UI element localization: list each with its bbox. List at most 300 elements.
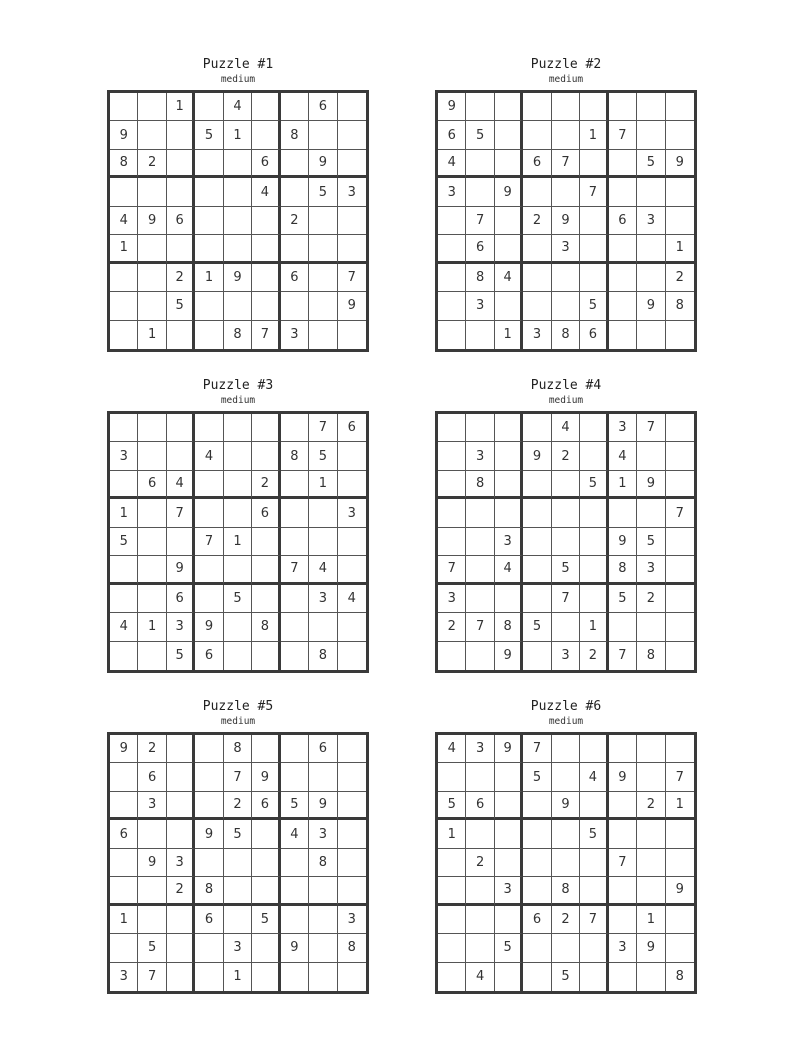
sudoku-cell[interactable] — [466, 93, 494, 121]
sudoku-cell[interactable] — [138, 820, 166, 848]
sudoku-cell[interactable] — [466, 820, 494, 848]
sudoku-cell[interactable]: 3 — [466, 735, 494, 763]
sudoku-cell[interactable] — [637, 763, 665, 791]
sudoku-cell[interactable]: 7 — [252, 321, 280, 349]
sudoku-cell[interactable]: 1 — [167, 93, 195, 121]
sudoku-cell[interactable] — [281, 150, 309, 178]
sudoku-cell[interactable] — [338, 528, 366, 556]
sudoku-cell[interactable] — [552, 528, 580, 556]
sudoku-cell[interactable]: 8 — [552, 877, 580, 905]
sudoku-cell[interactable] — [110, 877, 138, 905]
sudoku-cell[interactable]: 3 — [495, 877, 523, 905]
sudoku-cell[interactable] — [281, 471, 309, 499]
sudoku-cell[interactable] — [523, 792, 551, 820]
sudoku-cell[interactable] — [281, 528, 309, 556]
sudoku-cell[interactable] — [138, 121, 166, 149]
sudoku-cell[interactable] — [523, 585, 551, 613]
sudoku-cell[interactable] — [666, 735, 694, 763]
sudoku-cell[interactable] — [552, 178, 580, 206]
sudoku-cell[interactable] — [167, 906, 195, 934]
sudoku-cell[interactable]: 9 — [609, 528, 637, 556]
sudoku-cell[interactable] — [466, 150, 494, 178]
sudoku-cell[interactable] — [110, 471, 138, 499]
sudoku-cell[interactable] — [552, 93, 580, 121]
sudoku-cell[interactable]: 5 — [580, 471, 608, 499]
sudoku-cell[interactable]: 3 — [338, 906, 366, 934]
sudoku-cell[interactable] — [637, 264, 665, 292]
sudoku-cell[interactable] — [167, 150, 195, 178]
sudoku-cell[interactable] — [666, 906, 694, 934]
sudoku-cell[interactable]: 4 — [609, 442, 637, 470]
sudoku-cell[interactable] — [438, 528, 466, 556]
sudoku-cell[interactable] — [224, 178, 252, 206]
sudoku-cell[interactable]: 5 — [438, 792, 466, 820]
sudoku-cell[interactable]: 5 — [580, 292, 608, 320]
sudoku-cell[interactable] — [466, 321, 494, 349]
sudoku-cell[interactable] — [609, 235, 637, 263]
sudoku-cell[interactable]: 3 — [438, 585, 466, 613]
sudoku-cell[interactable] — [495, 93, 523, 121]
sudoku-cell[interactable]: 2 — [167, 264, 195, 292]
sudoku-cell[interactable] — [580, 735, 608, 763]
sudoku-cell[interactable] — [195, 207, 223, 235]
sudoku-cell[interactable]: 5 — [637, 150, 665, 178]
sudoku-cell[interactable] — [666, 321, 694, 349]
sudoku-cell[interactable]: 7 — [609, 642, 637, 670]
sudoku-cell[interactable] — [523, 235, 551, 263]
sudoku-cell[interactable]: 7 — [580, 178, 608, 206]
sudoku-cell[interactable]: 8 — [224, 735, 252, 763]
sudoku-cell[interactable] — [195, 934, 223, 962]
sudoku-cell[interactable]: 9 — [195, 820, 223, 848]
sudoku-cell[interactable] — [666, 93, 694, 121]
sudoku-cell[interactable] — [110, 849, 138, 877]
sudoku-cell[interactable] — [224, 499, 252, 527]
sudoku-cell[interactable] — [666, 178, 694, 206]
sudoku-cell[interactable]: 3 — [552, 235, 580, 263]
sudoku-cell[interactable] — [138, 414, 166, 442]
sudoku-cell[interactable]: 9 — [252, 763, 280, 791]
sudoku-cell[interactable]: 4 — [224, 93, 252, 121]
sudoku-cell[interactable] — [523, 499, 551, 527]
sudoku-cell[interactable] — [110, 93, 138, 121]
sudoku-cell[interactable] — [552, 292, 580, 320]
sudoku-cell[interactable] — [666, 613, 694, 641]
sudoku-cell[interactable]: 3 — [609, 934, 637, 962]
sudoku-cell[interactable] — [523, 642, 551, 670]
sudoku-cell[interactable]: 3 — [224, 934, 252, 962]
sudoku-cell[interactable]: 2 — [637, 792, 665, 820]
sudoku-cell[interactable] — [281, 414, 309, 442]
sudoku-cell[interactable] — [580, 556, 608, 584]
sudoku-cell[interactable] — [110, 792, 138, 820]
sudoku-cell[interactable]: 8 — [281, 442, 309, 470]
sudoku-cell[interactable]: 7 — [666, 763, 694, 791]
sudoku-cell[interactable] — [138, 264, 166, 292]
sudoku-cell[interactable] — [224, 207, 252, 235]
sudoku-cell[interactable] — [466, 763, 494, 791]
sudoku-cell[interactable] — [438, 207, 466, 235]
sudoku-cell[interactable] — [309, 235, 337, 263]
sudoku-cell[interactable] — [338, 849, 366, 877]
sudoku-cell[interactable] — [495, 585, 523, 613]
sudoku-cell[interactable]: 5 — [224, 820, 252, 848]
sudoku-cell[interactable]: 6 — [309, 93, 337, 121]
sudoku-cell[interactable] — [580, 207, 608, 235]
sudoku-cell[interactable]: 4 — [110, 207, 138, 235]
sudoku-cell[interactable]: 9 — [195, 613, 223, 641]
sudoku-cell[interactable]: 4 — [438, 735, 466, 763]
sudoku-cell[interactable] — [666, 642, 694, 670]
sudoku-cell[interactable]: 3 — [167, 849, 195, 877]
sudoku-cell[interactable]: 2 — [466, 849, 494, 877]
sudoku-cell[interactable]: 7 — [552, 150, 580, 178]
sudoku-cell[interactable] — [438, 849, 466, 877]
sudoku-cell[interactable]: 1 — [110, 235, 138, 263]
sudoku-cell[interactable]: 7 — [523, 735, 551, 763]
sudoku-cell[interactable] — [609, 735, 637, 763]
sudoku-cell[interactable] — [195, 763, 223, 791]
sudoku-cell[interactable] — [195, 414, 223, 442]
sudoku-cell[interactable]: 6 — [438, 121, 466, 149]
sudoku-cell[interactable] — [281, 906, 309, 934]
sudoku-cell[interactable]: 1 — [580, 613, 608, 641]
sudoku-cell[interactable] — [438, 414, 466, 442]
sudoku-cell[interactable] — [552, 849, 580, 877]
sudoku-cell[interactable] — [195, 735, 223, 763]
sudoku-cell[interactable]: 3 — [466, 442, 494, 470]
sudoku-cell[interactable] — [110, 642, 138, 670]
sudoku-cell[interactable]: 1 — [110, 499, 138, 527]
sudoku-cell[interactable]: 2 — [138, 150, 166, 178]
sudoku-cell[interactable] — [309, 963, 337, 991]
sudoku-cell[interactable] — [495, 471, 523, 499]
sudoku-cell[interactable]: 2 — [167, 877, 195, 905]
sudoku-cell[interactable] — [666, 471, 694, 499]
sudoku-cell[interactable] — [637, 735, 665, 763]
sudoku-cell[interactable]: 5 — [309, 442, 337, 470]
sudoku-cell[interactable] — [224, 235, 252, 263]
sudoku-cell[interactable]: 3 — [309, 820, 337, 848]
sudoku-cell[interactable] — [110, 414, 138, 442]
sudoku-cell[interactable] — [167, 820, 195, 848]
sudoku-cell[interactable]: 8 — [552, 321, 580, 349]
sudoku-cell[interactable] — [252, 121, 280, 149]
sudoku-cell[interactable]: 5 — [138, 934, 166, 962]
sudoku-cell[interactable] — [167, 442, 195, 470]
sudoku-cell[interactable]: 9 — [495, 642, 523, 670]
sudoku-cell[interactable]: 4 — [438, 150, 466, 178]
sudoku-cell[interactable] — [580, 528, 608, 556]
sudoku-cell[interactable] — [252, 93, 280, 121]
sudoku-cell[interactable] — [609, 906, 637, 934]
sudoku-cell[interactable]: 7 — [637, 414, 665, 442]
sudoku-cell[interactable] — [523, 963, 551, 991]
sudoku-cell[interactable] — [110, 321, 138, 349]
sudoku-cell[interactable] — [580, 499, 608, 527]
sudoku-cell[interactable]: 6 — [110, 820, 138, 848]
sudoku-cell[interactable] — [523, 471, 551, 499]
sudoku-cell[interactable]: 5 — [110, 528, 138, 556]
sudoku-cell[interactable] — [195, 150, 223, 178]
sudoku-cell[interactable]: 6 — [338, 414, 366, 442]
sudoku-cell[interactable]: 9 — [281, 934, 309, 962]
sudoku-cell[interactable]: 2 — [666, 264, 694, 292]
sudoku-cell[interactable]: 5 — [224, 585, 252, 613]
sudoku-cell[interactable]: 6 — [281, 264, 309, 292]
sudoku-cell[interactable] — [195, 471, 223, 499]
sudoku-cell[interactable] — [138, 178, 166, 206]
sudoku-cell[interactable]: 8 — [466, 264, 494, 292]
sudoku-cell[interactable]: 9 — [552, 792, 580, 820]
sudoku-cell[interactable]: 9 — [138, 207, 166, 235]
sudoku-cell[interactable] — [252, 877, 280, 905]
sudoku-cell[interactable] — [495, 121, 523, 149]
sudoku-cell[interactable] — [523, 528, 551, 556]
sudoku-cell[interactable]: 2 — [580, 642, 608, 670]
sudoku-cell[interactable] — [466, 499, 494, 527]
sudoku-cell[interactable]: 2 — [637, 585, 665, 613]
sudoku-cell[interactable] — [580, 414, 608, 442]
sudoku-cell[interactable] — [438, 906, 466, 934]
sudoku-cell[interactable] — [637, 613, 665, 641]
sudoku-cell[interactable] — [438, 642, 466, 670]
sudoku-cell[interactable] — [495, 414, 523, 442]
sudoku-cell[interactable]: 6 — [466, 235, 494, 263]
sudoku-cell[interactable]: 5 — [281, 792, 309, 820]
sudoku-cell[interactable] — [466, 556, 494, 584]
sudoku-cell[interactable] — [438, 763, 466, 791]
sudoku-cell[interactable] — [666, 556, 694, 584]
sudoku-cell[interactable]: 7 — [195, 528, 223, 556]
sudoku-cell[interactable] — [252, 528, 280, 556]
sudoku-cell[interactable]: 8 — [338, 934, 366, 962]
sudoku-cell[interactable] — [281, 499, 309, 527]
sudoku-cell[interactable]: 8 — [309, 642, 337, 670]
sudoku-cell[interactable]: 5 — [495, 934, 523, 962]
sudoku-cell[interactable]: 6 — [523, 150, 551, 178]
sudoku-cell[interactable] — [195, 792, 223, 820]
sudoku-cell[interactable] — [110, 934, 138, 962]
sudoku-cell[interactable] — [338, 150, 366, 178]
sudoku-cell[interactable]: 7 — [438, 556, 466, 584]
sudoku-cell[interactable]: 6 — [252, 499, 280, 527]
sudoku-cell[interactable] — [466, 178, 494, 206]
sudoku-cell[interactable]: 8 — [224, 321, 252, 349]
sudoku-cell[interactable] — [309, 763, 337, 791]
sudoku-cell[interactable] — [338, 820, 366, 848]
sudoku-cell[interactable] — [438, 292, 466, 320]
sudoku-cell[interactable] — [552, 820, 580, 848]
sudoku-cell[interactable] — [167, 963, 195, 991]
sudoku-cell[interactable] — [637, 442, 665, 470]
sudoku-cell[interactable] — [637, 963, 665, 991]
sudoku-cell[interactable]: 2 — [552, 906, 580, 934]
sudoku-cell[interactable] — [466, 906, 494, 934]
sudoku-cell[interactable]: 3 — [338, 499, 366, 527]
sudoku-cell[interactable] — [609, 150, 637, 178]
sudoku-cell[interactable] — [167, 178, 195, 206]
sudoku-cell[interactable]: 4 — [110, 613, 138, 641]
sudoku-cell[interactable] — [224, 613, 252, 641]
sudoku-cell[interactable] — [580, 792, 608, 820]
sudoku-cell[interactable]: 5 — [167, 292, 195, 320]
sudoku-cell[interactable]: 9 — [637, 934, 665, 962]
sudoku-cell[interactable] — [281, 235, 309, 263]
sudoku-cell[interactable]: 5 — [309, 178, 337, 206]
sudoku-cell[interactable]: 5 — [167, 642, 195, 670]
sudoku-cell[interactable] — [438, 963, 466, 991]
sudoku-cell[interactable] — [438, 471, 466, 499]
sudoku-cell[interactable]: 5 — [195, 121, 223, 149]
sudoku-cell[interactable]: 1 — [580, 121, 608, 149]
sudoku-cell[interactable]: 1 — [138, 613, 166, 641]
sudoku-cell[interactable]: 9 — [167, 556, 195, 584]
sudoku-cell[interactable]: 9 — [609, 763, 637, 791]
sudoku-cell[interactable] — [552, 763, 580, 791]
sudoku-cell[interactable] — [110, 178, 138, 206]
sudoku-cell[interactable] — [195, 321, 223, 349]
sudoku-cell[interactable]: 1 — [138, 321, 166, 349]
sudoku-cell[interactable] — [637, 321, 665, 349]
sudoku-cell[interactable] — [167, 528, 195, 556]
sudoku-cell[interactable] — [309, 321, 337, 349]
sudoku-cell[interactable]: 9 — [138, 849, 166, 877]
sudoku-cell[interactable] — [523, 292, 551, 320]
sudoku-cell[interactable]: 4 — [252, 178, 280, 206]
sudoku-cell[interactable] — [609, 963, 637, 991]
sudoku-cell[interactable] — [580, 93, 608, 121]
sudoku-cell[interactable] — [252, 556, 280, 584]
sudoku-cell[interactable]: 3 — [338, 178, 366, 206]
sudoku-cell[interactable] — [110, 264, 138, 292]
sudoku-cell[interactable] — [281, 292, 309, 320]
sudoku-cell[interactable] — [167, 321, 195, 349]
sudoku-cell[interactable]: 4 — [495, 556, 523, 584]
sudoku-cell[interactable] — [195, 499, 223, 527]
sudoku-cell[interactable] — [438, 321, 466, 349]
sudoku-cell[interactable] — [523, 414, 551, 442]
sudoku-cell[interactable]: 7 — [338, 264, 366, 292]
sudoku-cell[interactable] — [338, 735, 366, 763]
sudoku-cell[interactable]: 7 — [666, 499, 694, 527]
sudoku-cell[interactable]: 6 — [609, 207, 637, 235]
sudoku-cell[interactable] — [138, 235, 166, 263]
sudoku-cell[interactable]: 7 — [224, 763, 252, 791]
sudoku-cell[interactable]: 6 — [167, 207, 195, 235]
sudoku-cell[interactable]: 1 — [309, 471, 337, 499]
sudoku-cell[interactable] — [609, 292, 637, 320]
sudoku-cell[interactable]: 4 — [309, 556, 337, 584]
sudoku-cell[interactable]: 3 — [637, 207, 665, 235]
sudoku-cell[interactable] — [552, 471, 580, 499]
sudoku-cell[interactable] — [666, 414, 694, 442]
sudoku-cell[interactable] — [281, 963, 309, 991]
sudoku-cell[interactable] — [466, 414, 494, 442]
sudoku-cell[interactable] — [167, 735, 195, 763]
sudoku-cell[interactable]: 6 — [309, 735, 337, 763]
sudoku-cell[interactable] — [466, 934, 494, 962]
sudoku-cell[interactable] — [338, 556, 366, 584]
sudoku-cell[interactable] — [338, 235, 366, 263]
sudoku-cell[interactable] — [523, 264, 551, 292]
sudoku-cell[interactable]: 2 — [138, 735, 166, 763]
sudoku-cell[interactable]: 6 — [195, 642, 223, 670]
sudoku-cell[interactable]: 3 — [438, 178, 466, 206]
sudoku-cell[interactable] — [466, 528, 494, 556]
sudoku-cell[interactable] — [167, 414, 195, 442]
sudoku-cell[interactable]: 8 — [609, 556, 637, 584]
sudoku-cell[interactable] — [552, 934, 580, 962]
sudoku-cell[interactable]: 1 — [224, 121, 252, 149]
sudoku-cell[interactable]: 6 — [252, 150, 280, 178]
sudoku-cell[interactable]: 8 — [110, 150, 138, 178]
sudoku-cell[interactable] — [609, 792, 637, 820]
sudoku-cell[interactable]: 7 — [609, 849, 637, 877]
sudoku-cell[interactable] — [523, 93, 551, 121]
sudoku-cell[interactable] — [495, 150, 523, 178]
sudoku-cell[interactable] — [195, 292, 223, 320]
sudoku-cell[interactable]: 9 — [438, 93, 466, 121]
sudoku-cell[interactable] — [666, 121, 694, 149]
sudoku-cell[interactable] — [495, 292, 523, 320]
sudoku-cell[interactable] — [580, 442, 608, 470]
sudoku-cell[interactable] — [252, 585, 280, 613]
sudoku-cell[interactable] — [138, 292, 166, 320]
sudoku-cell[interactable] — [637, 235, 665, 263]
sudoku-cell[interactable] — [523, 178, 551, 206]
sudoku-cell[interactable] — [110, 763, 138, 791]
sudoku-cell[interactable]: 3 — [609, 414, 637, 442]
sudoku-cell[interactable]: 9 — [637, 292, 665, 320]
sudoku-cell[interactable]: 7 — [167, 499, 195, 527]
sudoku-cell[interactable] — [224, 292, 252, 320]
sudoku-cell[interactable] — [309, 264, 337, 292]
sudoku-cell[interactable] — [552, 499, 580, 527]
sudoku-cell[interactable]: 2 — [224, 792, 252, 820]
sudoku-cell[interactable] — [637, 849, 665, 877]
sudoku-cell[interactable]: 9 — [637, 471, 665, 499]
sudoku-cell[interactable] — [580, 264, 608, 292]
sudoku-cell[interactable] — [309, 877, 337, 905]
sudoku-cell[interactable] — [309, 499, 337, 527]
sudoku-cell[interactable]: 8 — [495, 613, 523, 641]
sudoku-cell[interactable] — [495, 442, 523, 470]
sudoku-cell[interactable]: 1 — [495, 321, 523, 349]
sudoku-cell[interactable]: 9 — [338, 292, 366, 320]
sudoku-cell[interactable]: 7 — [466, 207, 494, 235]
sudoku-cell[interactable]: 1 — [609, 471, 637, 499]
sudoku-cell[interactable] — [224, 849, 252, 877]
sudoku-cell[interactable] — [637, 93, 665, 121]
sudoku-cell[interactable] — [338, 442, 366, 470]
sudoku-cell[interactable] — [138, 585, 166, 613]
sudoku-cell[interactable] — [138, 556, 166, 584]
sudoku-cell[interactable] — [224, 556, 252, 584]
sudoku-cell[interactable] — [552, 121, 580, 149]
sudoku-cell[interactable]: 2 — [552, 442, 580, 470]
sudoku-cell[interactable]: 3 — [523, 321, 551, 349]
sudoku-cell[interactable]: 8 — [675, 969, 684, 985]
sudoku-cell[interactable]: 6 — [252, 792, 280, 820]
sudoku-cell[interactable] — [138, 906, 166, 934]
sudoku-cell[interactable] — [338, 613, 366, 641]
sudoku-cell[interactable] — [167, 792, 195, 820]
sudoku-cell[interactable] — [495, 763, 523, 791]
sudoku-cell[interactable] — [252, 735, 280, 763]
sudoku-cell[interactable] — [666, 585, 694, 613]
sudoku-cell[interactable]: 2 — [252, 471, 280, 499]
